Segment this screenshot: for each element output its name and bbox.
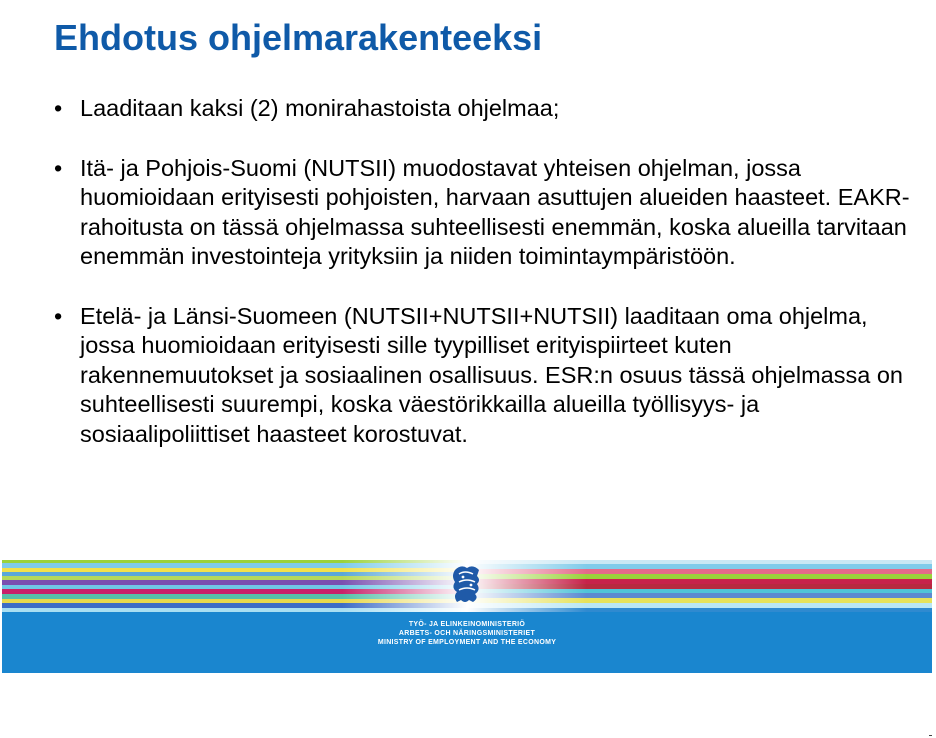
ministry-name-swedish: ARBETS- OCH NÄRINGSMINISTERIET [398,630,536,637]
bullet-item [52,94,912,124]
slide-title: Ehdotus ohjelmarakenteeksi [54,17,543,58]
ministry-name-english: MINISTRY OF EMPLOYMENT AND THE ECONOMY [377,639,557,646]
bullet-text: Etelä- ja Länsi-Suomeen (NUTSII+NUTSII+NUTSII) laaditaan oma ohjelma, jossa huomioidaan erityisesti sille tyypilliset erityispiirteet kuten rakennemuutokset ja sosiaalinen osallisuus. ESR:n osuus tässä ohjelmassa on suhteellisesti suurempi, koska väestörikkailla alueilla työllisyys- ja sosiaalipoliittiset haasteet korostuvat. [80,302,903,447]
ministry-name-finnish: TYÖ- JA ELINKEINOMINISTERIÖ [408,621,526,628]
stripe-graphic [2,560,932,673]
corner-mark [929,735,932,736]
ministry-name [2,620,932,647]
bullet-list [52,94,912,479]
finnish-lion-crest-icon [453,566,479,602]
ministry-footer-banner [2,560,932,673]
bullet-text: Laaditaan kaksi (2) monirahastoista ohjelmaa; [80,95,560,121]
bullet-symbol: • [54,95,63,121]
bullet-symbol: • [54,302,63,329]
bullet-symbol: • [54,154,63,181]
bullet-item [52,154,912,272]
bullet-text: Itä- ja Pohjois-Suomi (NUTSII) muodostavat yhteisen ohjelman, jossa huomioidaan erityisesti pohjoisten, harvaan asuttujen alueiden haasteet. EAKR-rahoitusta on tässä ohjelmassa suhteellisesti enemmän, koska alueilla tarvitaan enemmän investointeja yrityksiin ja niiden toimintaympäristöön. [80,154,910,269]
bullet-item [52,302,912,450]
